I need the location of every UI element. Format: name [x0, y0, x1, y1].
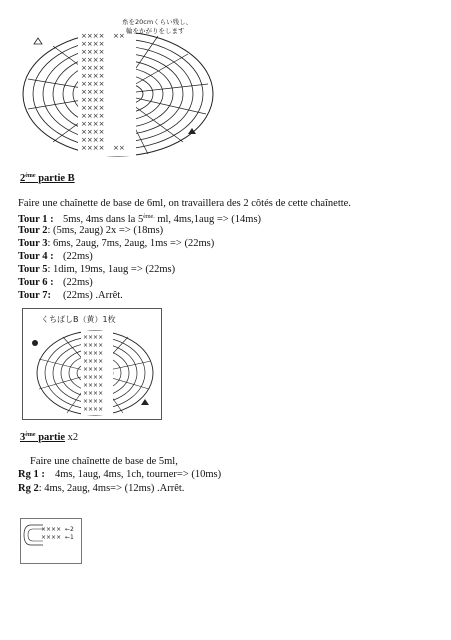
svg-text:××××: ××××	[81, 88, 105, 96]
instruction-row: Rg 2: 4ms, 2aug, 4ms=> (12ms) .Arrêt.	[18, 483, 185, 494]
row-label: Tour 6 :	[18, 277, 54, 288]
svg-text:××: ××	[113, 32, 125, 40]
svg-text:××××: ××××	[81, 40, 105, 48]
svg-text:××××: ××××	[81, 112, 105, 120]
row-label: Tour 1 :	[18, 214, 54, 225]
instruction-row: Tour 7: (22ms) .Arrêt.	[18, 290, 123, 301]
svg-text:××××: ××××	[81, 144, 105, 152]
svg-text:××××: ××××	[81, 32, 105, 40]
svg-text:××××: ××××	[81, 120, 105, 128]
svg-text:××××: ××××	[83, 374, 104, 381]
triangle-marker-icon	[34, 38, 42, 44]
instruction-row: Tour 3: 6ms, 2aug, 7ms, 2aug, 1ms => (22ms)	[18, 238, 215, 249]
instruction-row: Rg 1 : 4ms, 1aug, 4ms, 1ch, tourner=> (10ms)	[18, 469, 222, 480]
marker-row-2: ←2	[65, 526, 74, 533]
svg-text:××××: ××××	[83, 366, 104, 373]
svg-text:××××: ××××	[83, 406, 104, 413]
diagram-mid-title: くちばしB（黄）1枚	[41, 315, 116, 324]
svg-text:××××: ××××	[81, 80, 105, 88]
oval-diagram-mid	[22, 308, 162, 420]
small-diagram-svg	[21, 519, 83, 565]
svg-text:××××: ××××	[83, 390, 104, 397]
svg-text:××××: ××××	[81, 48, 105, 56]
row-label: Tour 4 :	[18, 251, 54, 262]
svg-text:××××: ××××	[81, 104, 105, 112]
oval-diagram-top	[18, 14, 218, 160]
instruction-row: Tour 4 : (22ms)	[18, 251, 93, 262]
row-label: Rg 1 :	[18, 469, 45, 480]
svg-text:××: ××	[113, 144, 125, 152]
svg-text:××××: ××××	[81, 56, 105, 64]
row-label: Tour 3	[18, 238, 48, 249]
marker-row-1: ←1	[65, 534, 74, 541]
svg-text:××××: ××××	[83, 334, 104, 341]
diagram-note-line1: 糸を20cmくらい残し、	[122, 18, 193, 26]
instruction-row: Tour 5: 1dim, 19ms, 1aug => (22ms)	[18, 264, 176, 275]
small-diagram	[20, 518, 82, 564]
svg-text:××××: ××××	[81, 72, 105, 80]
svg-text:××××: ××××	[81, 96, 105, 104]
instruction-row: Tour 1 : 5ms, 4ms dans la $5^{ème.}$ ml, 4ms,1aug => (14ms)	[18, 214, 262, 225]
diagram-note-line2: 輪をかがりをします	[126, 27, 185, 35]
section-heading-partie-3: 3ème partie x2	[20, 432, 79, 443]
svg-text:××××: ××××	[83, 398, 104, 405]
row-label: Rg 2	[18, 483, 39, 494]
partie-b-intro: Faire une chaînette de base de 6ml, on travaillera des 2 côtés de cette chaînette.	[18, 198, 351, 209]
svg-text:××××: ××××	[83, 342, 104, 349]
svg-text:××××: ××××	[81, 64, 105, 72]
small-x-row: ××××	[41, 534, 62, 541]
svg-text:××××: ××××	[81, 128, 105, 136]
small-x-row: ××××	[41, 526, 62, 533]
x-grid-mid	[83, 334, 103, 413]
svg-text:××××: ××××	[83, 350, 104, 357]
section-heading-partie-b: 2ème partie B	[20, 173, 75, 184]
row-label: Tour 7:	[18, 290, 51, 301]
instruction-row: Tour 6 : (22ms)	[18, 277, 93, 288]
row-label: Tour 5	[18, 264, 48, 275]
start-dot-icon	[32, 340, 38, 346]
svg-text:××××: ××××	[83, 382, 104, 389]
svg-text:××××: ××××	[81, 136, 105, 144]
row-label: Tour 2	[18, 225, 48, 236]
triangle-marker-filled-icon	[141, 399, 149, 405]
instruction-row: Tour 2: (5ms, 2aug) 2x => (18ms)	[18, 225, 164, 236]
oval-diagram-mid-svg	[23, 309, 163, 421]
oval-diagram-top-svg	[18, 14, 218, 160]
partie-3-intro: Faire une chaînette de base de 5ml,	[30, 456, 178, 467]
svg-text:××××: ××××	[83, 358, 104, 365]
